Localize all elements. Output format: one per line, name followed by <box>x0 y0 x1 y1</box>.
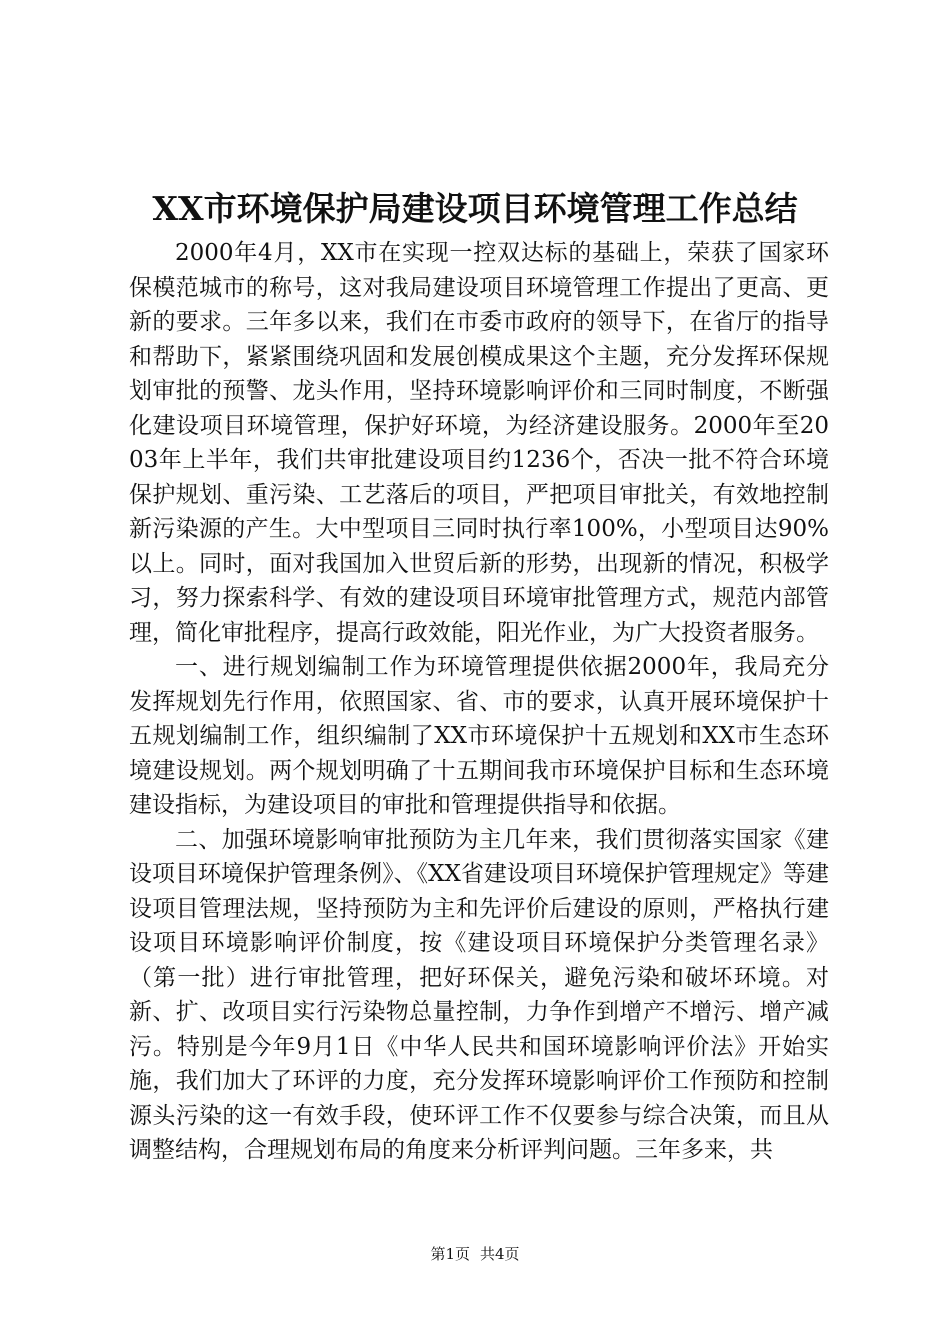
document-body <box>129 236 829 1168</box>
page-footer <box>0 1244 950 1264</box>
document-title: XX市环境保护局建设项目环境管理工作总结 <box>152 189 798 228</box>
page-total: 共4页 <box>480 1245 520 1263</box>
page-number: 第1页 <box>430 1245 470 1263</box>
paragraph-section-1: 一、进行规划编制工作为环境管理提供依据2000年，我局充分发挥规划先行作用，依照国家、省、市的要求，认真开展环境保护十五规划编制工作，组织编制了XX市环境保护十五规划和XX市生态环境建设规划。两个规划明确了十五期间我市环境保护目标和生态环境建设指标，为建设项目的审批和管理提供指导和依据。 <box>129 654 829 818</box>
paragraph-intro: 2000年4月，XX市在实现一控双达标的基础上，荣获了国家环保模范城市的称号，这对我局建设项目环境管理工作提出了更高、更新的要求。三年多以来，我们在市委市政府的领导下，在省厅的指导和帮助下，紧紧围绕巩固和发展创模成果这个主题，充分发挥环保规划审批的预警、龙头作用，坚持环境影响评价和三同时制度，不断强化建设项目环境管理，保护好环境，为经济建设服务。2000年至2003年上半年，我们共审批建设项目约1236个，否决一批不符合环境保护规划、重污染、工艺落后的项目，严把项目审批关，有效地控制新污染源的产生。大中型项目三同时执行率100%，小型项目达90%以上。同时，面对我国加入世贸后新的形势，出现新的情况，积极学习，努力探索科学、有效的建设项目环境审批管理方式，规范内部管理，简化审批程序，提高行政效能，阳光作业，为广大投资者服务。 <box>129 240 829 646</box>
paragraph-section-2: 二、加强环境影响审批预防为主几年来，我们贯彻落实国家《建设项目环境保护管理条例》、《XX省建设项目环境保护管理规定》等建设项目管理法规，坚持预防为主和先评价后建设的原则，严格执行建设项目环境影响评价制度，按《建设项目环境保护分类管理名录》（第一批）进行审批管理，把好环保关，避免污染和破坏环境。对新、扩、改项目实行污染物总量控制，力争作到增产不增污、增产减污。特别是今年9月1日《中华人民共和国环境影响评价法》开始实施，我们加大了环评的力度，充分发挥环境影响评价工作预防和控制源头污染的这一有效手段，使环评工作不仅要参与综合决策，而且从调整结构，合理规划布局的角度来分析评判问题。三年多来，共 <box>129 826 829 1163</box>
